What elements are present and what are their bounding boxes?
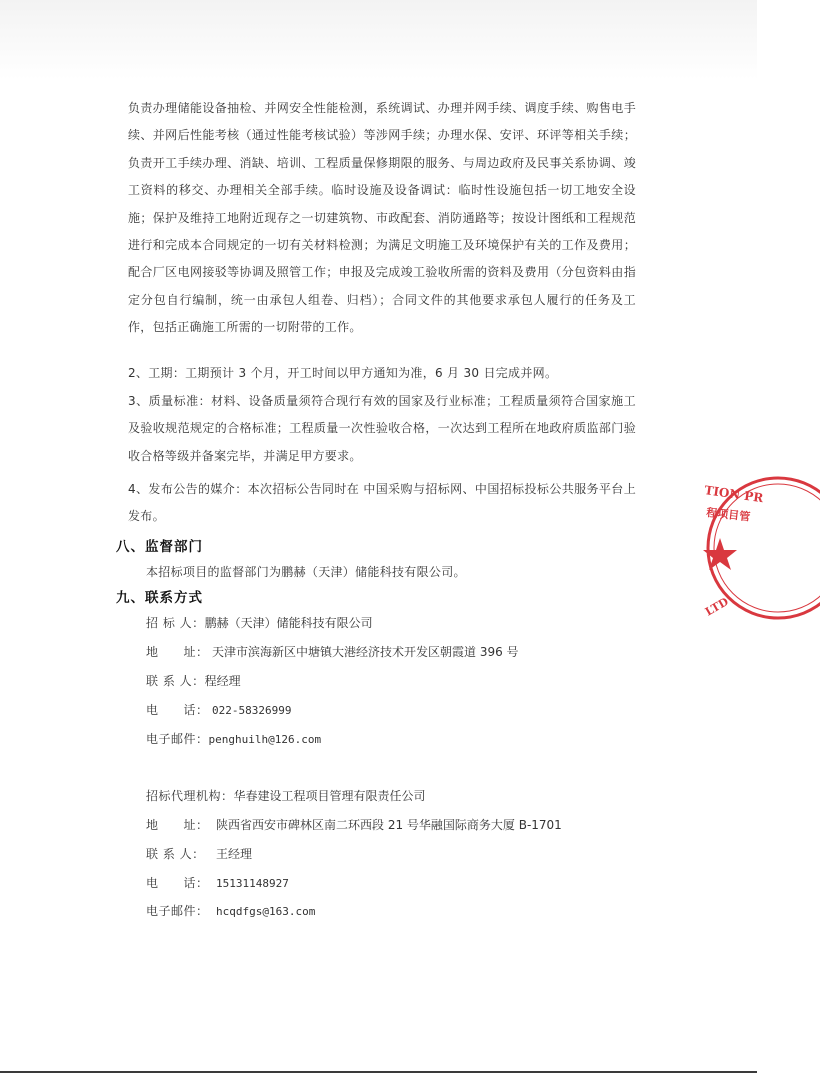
- tenderer-email-label: 电子邮件：: [146, 732, 209, 746]
- tenderer-contact: 程经理: [204, 674, 241, 688]
- agency-name-label: 招标代理机构：: [146, 789, 234, 803]
- agency-phone-label: 电 话：: [146, 876, 209, 890]
- agency-phone: 15131148927: [216, 877, 289, 890]
- tenderer-address-row: [146, 643, 519, 660]
- page-bottom-edge: [0, 1071, 757, 1073]
- tenderer-contact-row: [146, 672, 241, 689]
- agency-email-label: 电子邮件：: [146, 904, 209, 918]
- tenderer-address-label: 地 址：: [146, 645, 209, 659]
- section-9-heading: 九、联系方式: [116, 590, 203, 606]
- agency-address-row: [146, 816, 562, 833]
- seal-inner-ring: [714, 484, 820, 612]
- tenderer-contact-label: 联 系 人：: [146, 674, 205, 688]
- agency-name-row: [146, 787, 426, 804]
- tenderer-email: penghuilh@126.com: [208, 733, 322, 746]
- agency-contact: 王经理: [216, 847, 253, 861]
- agency-email-row: [146, 902, 315, 919]
- scope-paragraph: 负责办理储能设备抽检、并网安全性能检测，系统调试、办理并网手续、调度手续、购售电手续、并网后性能考核（通过性能考核试验）等涉网手续；办理水保、安评、环评等相关手续；负责开工手续办理、消缺、培训、工程质量保修期限的服务、与周边政府及民事关系协调、竣工资料的移交、办理相关全部手续。临时设施及设备调试：临时性设施包括一切工地安全设施；保护及维持工地附近现存之一切建筑物、市政配套、消防通路等；按设计图纸和工程规范进行和完成本合同规定的一切有关材料检测；为满足文明施工及环境保护有关的工作及费用；配合厂区电网接驳等协调及照管工作；申报及完成竣工验收所需的资料及费用（分包资料由指定分包自行编制，统一由承包人组卷、归档）；合同文件的其他要求承包人履行的任务及工作，包括正确施工所需的一切附带的工作。: [128, 101, 636, 335]
- tenderer-phone: 022-58326999: [212, 704, 292, 717]
- agency-contact-label: 联 系 人：: [146, 847, 205, 861]
- agency-contact-row: [146, 845, 252, 862]
- seal-text-outer: TION PR: [703, 483, 765, 506]
- tenderer-name-label: 招 标 人：: [146, 616, 205, 630]
- tenderer-phone-row: [146, 701, 291, 718]
- schedule-item: 2、工期：工期预计 3 个月，开工时间以甲方通知为准，6 月 30 日完成并网。: [128, 366, 558, 380]
- tenderer-name: 鹏赫（天津）储能科技有限公司: [204, 616, 373, 630]
- agency-email: hcqdfgs@163.com: [216, 905, 316, 918]
- supervision-text: 本招标项目的监督部门为鹏赫（天津）储能科技有限公司。: [146, 565, 466, 579]
- media-item: 4、发布公告的媒介：本次招标公告同时在 中国采购与招标网、中国招标投标公共服务平台上发布。: [128, 482, 636, 524]
- agency-name: 华春建设工程项目管理有限责任公司: [233, 789, 426, 803]
- company-seal: [700, 468, 820, 628]
- quality-item: 3、质量标准：材料、设备质量须符合现行有效的国家及行业标准；工程质量须符合国家施工及验收规范规定的合格标准；工程质量一次性验收合格，一次达到工程所在地政府质监部门验收合格等级并备案完毕，并满足甲方要求。: [128, 394, 636, 463]
- agency-address: 陕西省西安市碑林区南二环西段 21 号华融国际商务大厦 B-1701: [216, 818, 562, 832]
- tenderer-phone-label: 电 话：: [146, 703, 209, 717]
- agency-address-label: 地 址：: [146, 818, 209, 832]
- scan-shading: [0, 0, 757, 80]
- tenderer-address: 天津市滨海新区中塘镇大港经济技术开发区朝霞道 396 号: [212, 645, 519, 659]
- tenderer-name-row: [146, 614, 373, 631]
- tenderer-email-row: [146, 730, 321, 747]
- seal-text-bottom: LTD: [703, 595, 731, 619]
- section-8-heading: 八、监督部门: [116, 539, 203, 555]
- seal-text-inner: 程项目管: [705, 506, 751, 524]
- agency-phone-row: [146, 874, 289, 891]
